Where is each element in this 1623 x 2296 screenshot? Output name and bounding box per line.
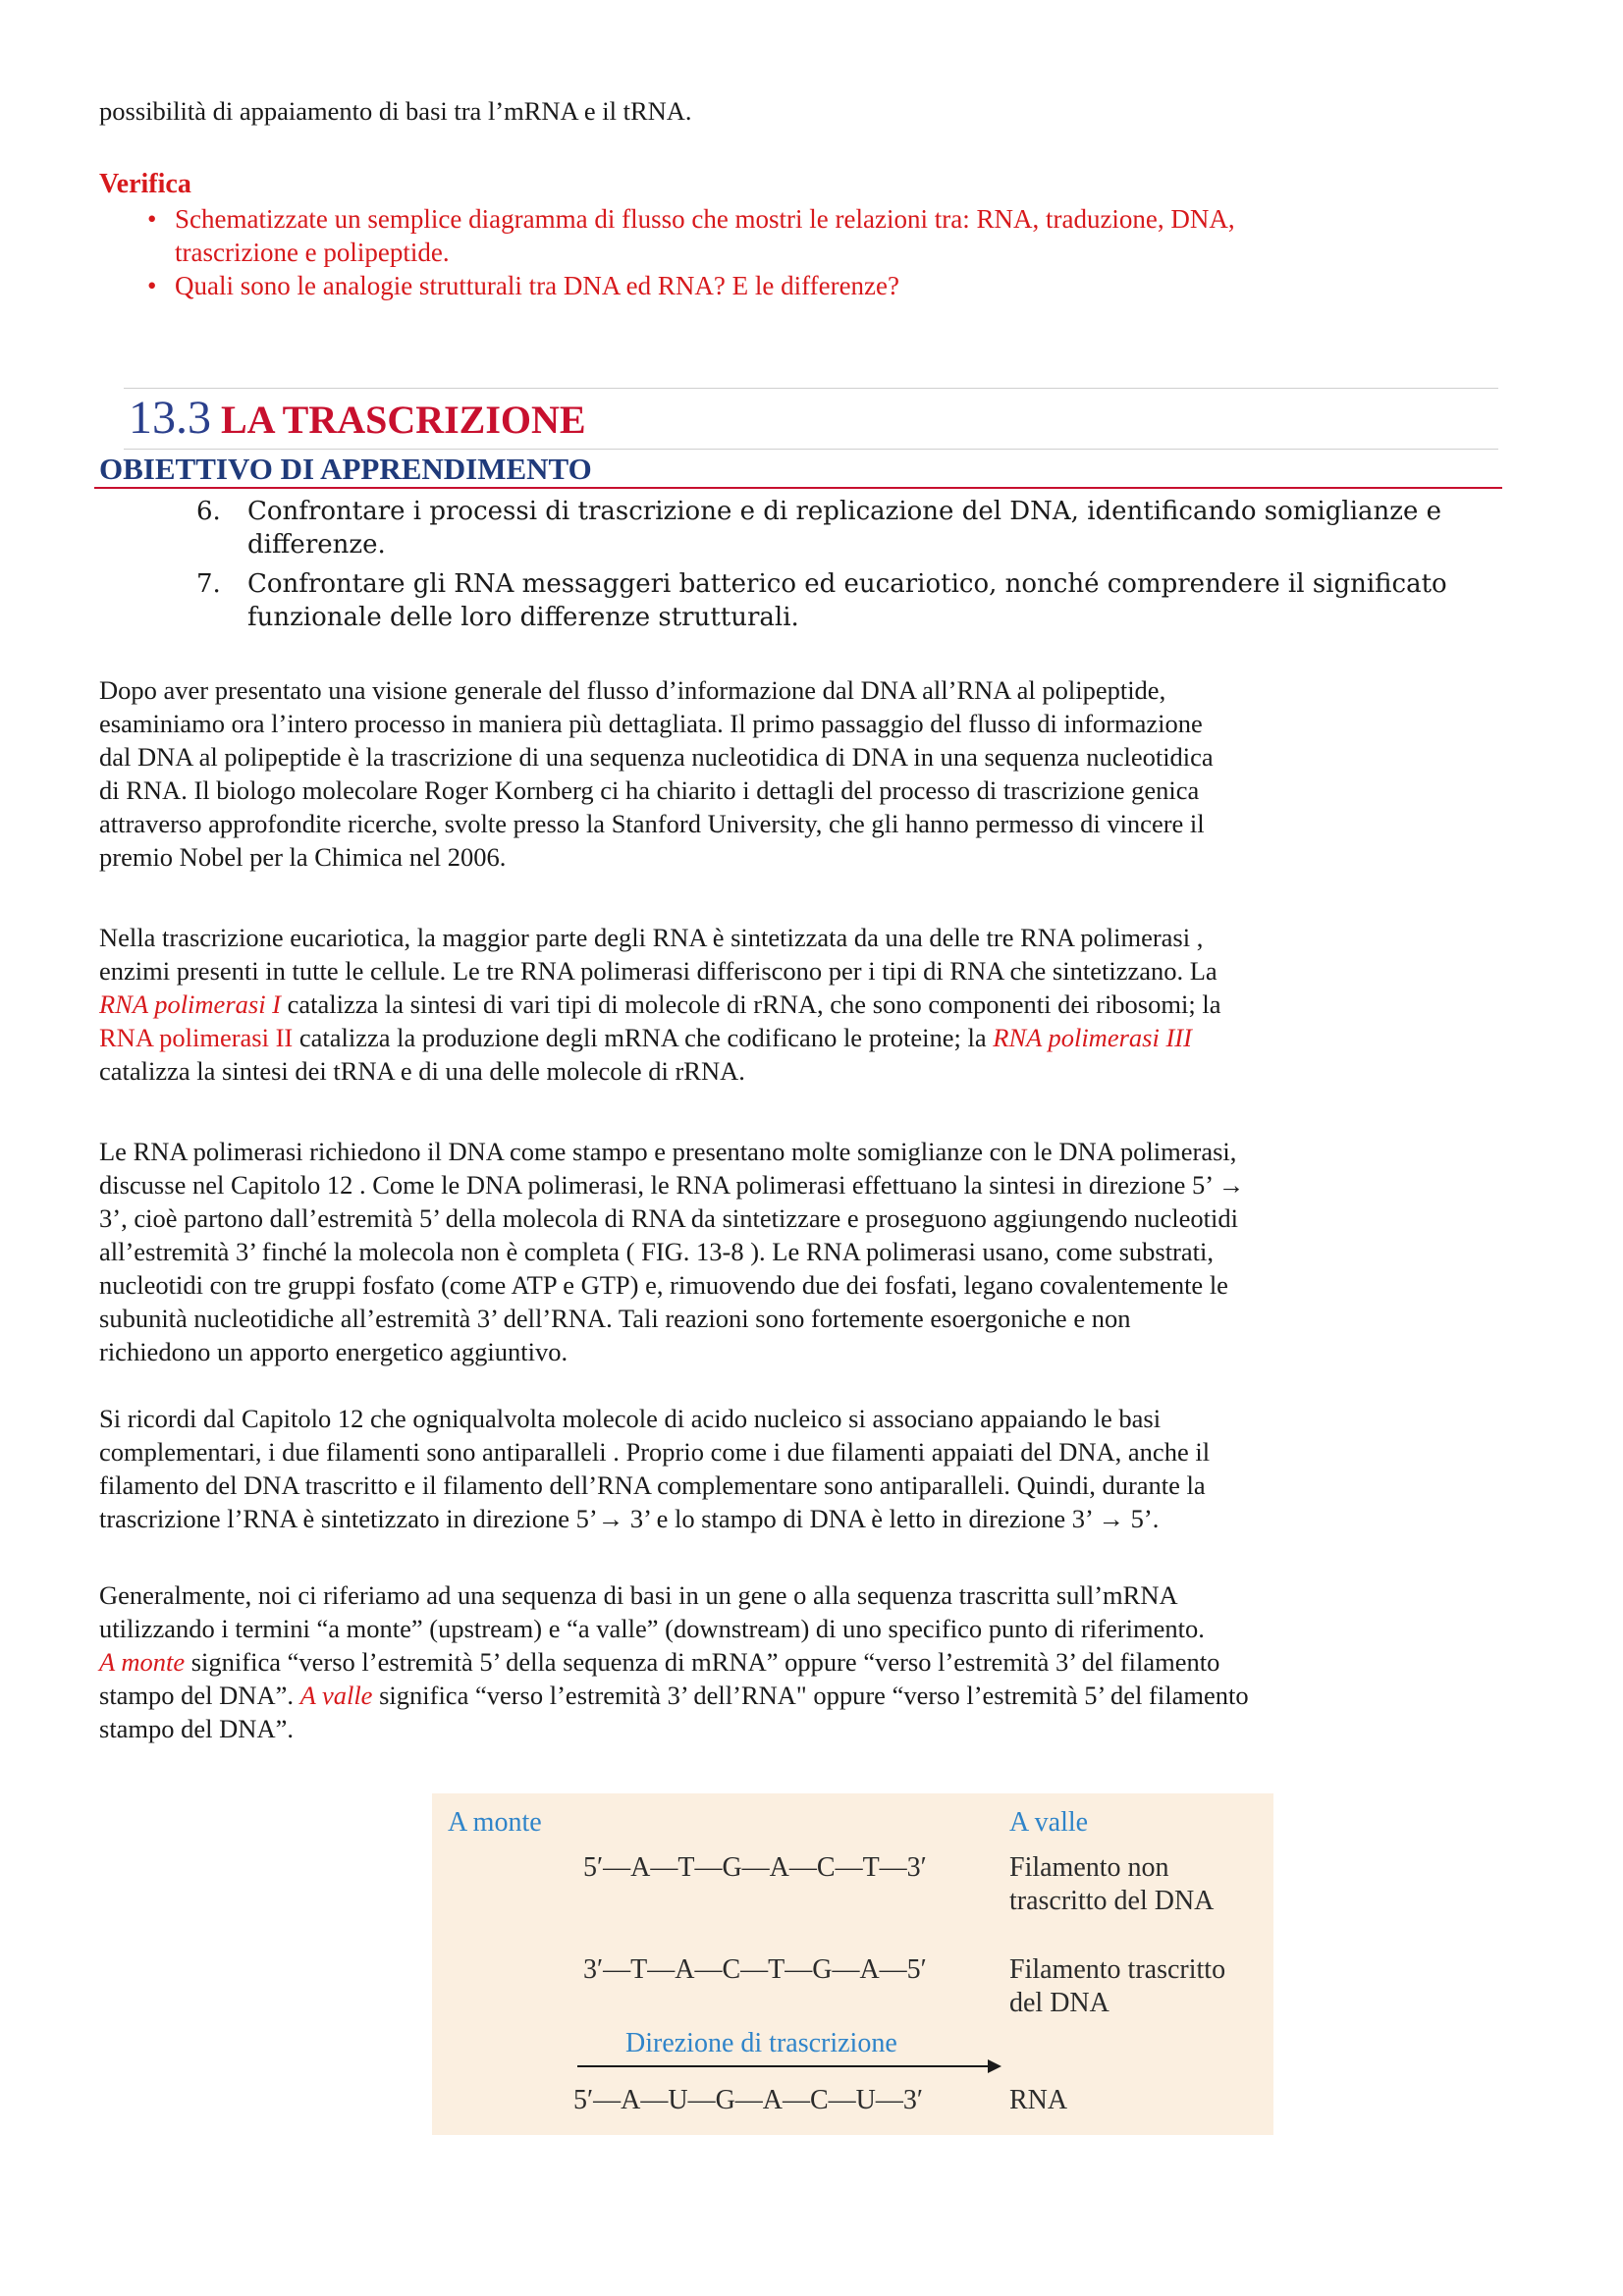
- paragraph-synthesis: [99, 1135, 1533, 1368]
- text-line: trascrizione l’RNA è sintetizzato in direzione 5’→ 3’ e lo stampo di DNA è letto in direzione 3’ → 5’.: [99, 1504, 1160, 1533]
- verifica-item: [145, 269, 1520, 302]
- text-line: attraverso approfondite ricerche, svolte presso la Stanford University, che gli hanno permesso di vincere il: [99, 809, 1205, 838]
- objectives-list: [196, 495, 1473, 640]
- transcription-direction-label: Direzione di trascrizione: [625, 2028, 897, 2058]
- objective-number: 7.: [196, 569, 221, 599]
- term-rna-polymerase-2: RNA polimerasi II: [99, 1023, 294, 1052]
- dna-template-label: Filamento trascritto: [1009, 1954, 1226, 1985]
- paragraph-polymerases: [99, 921, 1533, 1088]
- verifica-item-line: Quali sono le analogie strutturali tra DNA ed RNA? E le differenze?: [175, 271, 900, 300]
- dna-nontemplate-label: Filamento non: [1009, 1852, 1169, 1883]
- dna-template-sequence: 3′—T—A—C—T—G—A—5′: [583, 1954, 927, 1985]
- text-line: 3’, cioè partono dall’estremità 5’ della molecola di RNA da sintetizzare e proseguono aggiungendo nucleotidi: [99, 1203, 1238, 1233]
- verifica-item: [145, 202, 1520, 269]
- text-line: Si ricordi dal Capitolo 12 che ogniqualvolta molecole di acido nucleico si associano appaiando le basi: [99, 1404, 1162, 1433]
- arrowhead-icon: [988, 2059, 1001, 2073]
- text-line: complementari, i due filamenti sono antiparalleli . Proprio come i due filamenti appaiati del DNA, anche il: [99, 1437, 1211, 1467]
- text-line: richiedono un apporto energetico aggiuntivo.: [99, 1337, 568, 1366]
- term-rna-polymerase-1: RNA polimerasi I: [99, 989, 282, 1019]
- section-top-rule: [124, 388, 1498, 389]
- text-line: stampo del DNA”.: [99, 1714, 294, 1743]
- text-line: di RNA. Il biologo molecolare Roger Kornberg ci ha chiarito i dettagli del processo di trascrizione genica: [99, 775, 1200, 805]
- term-rna-polymerase-3: RNA polimerasi III: [993, 1023, 1192, 1052]
- text-line: catalizza la sintesi dei tRNA e di una delle molecole di rRNA.: [99, 1056, 745, 1086]
- verifica-item-line: Schematizzate un semplice diagramma di flusso che mostri le relazioni tra: RNA, traduzione, DNA,: [175, 204, 1235, 234]
- verifica-item-line: trascrizione e polipeptide.: [175, 238, 450, 267]
- text-line: Dopo aver presentato una visione generale del flusso d’informazione dal DNA all’RNA al polipeptide,: [99, 675, 1166, 705]
- text-line: significa “verso l’estremità 5’ della sequenza di mRNA” oppure “verso l’estremità 3’ del filamento: [185, 1647, 1220, 1677]
- dna-nontemplate-sequence: 5′—A—T—G—A—C—T—3′: [583, 1852, 927, 1883]
- text-line: enzimi presenti in tutte le cellule. Le tre RNA polimerasi differiscono per i tipi di RNA che sintetizzano. La: [99, 956, 1217, 986]
- objective-line: funzionale delle loro differenze strutturali.: [247, 603, 799, 632]
- text-line: Le RNA polimerasi richiedono il DNA come stampo e presentano molte somiglianze con le DNA polimerasi,: [99, 1137, 1237, 1166]
- text-line: discusse nel Capitolo 12 . Come le DNA polimerasi, le RNA polimerasi effettuano la sintesi in direzione 5’ →: [99, 1170, 1245, 1200]
- text-line: esaminiamo ora l’intero processo in maniera più dettagliata. Il primo passaggio del flusso di informazione: [99, 709, 1203, 738]
- objective-line: differenze.: [247, 530, 386, 560]
- verifica-list: [145, 202, 1520, 302]
- text-line: all’estremità 3’ finché la molecola non è completa ( FIG. 13-8 ). Le RNA polimerasi usano, come substrati,: [99, 1237, 1214, 1266]
- rna-label: RNA: [1009, 2085, 1068, 2115]
- term-downstream: A valle: [299, 1681, 373, 1710]
- text-line: nucleotidi con tre gruppi fosfato (come ATP e GTP) e, rimuovendo due dei fosfati, legano covalentemente le: [99, 1270, 1228, 1300]
- upstream-label: A monte: [448, 1807, 542, 1838]
- dna-nontemplate-label: trascritto del DNA: [1009, 1886, 1215, 1916]
- text-line: catalizza la sintesi di vari tipi di molecole di rRNA, che sono componenti dei ribosomi; la: [281, 989, 1221, 1019]
- term-upstream: A monte: [99, 1647, 186, 1677]
- text-line: dal DNA al polipeptide è la trascrizione di una sequenza nucleotidica di DNA in una sequenza nucleotidica: [99, 742, 1214, 772]
- text-line: Generalmente, noi ci riferiamo ad una sequenza di basi in un gene o alla sequenza trascritta sull’mRNA: [99, 1580, 1178, 1610]
- objective-item: [196, 567, 1473, 634]
- objective-line: Confrontare gli RNA messaggeri batterico ed eucariotico, nonché comprendere il significato: [247, 569, 1447, 599]
- text-line: catalizza la produzione degli mRNA che codificano le proteine; la: [293, 1023, 994, 1052]
- paragraph-overview: [99, 673, 1533, 874]
- section-heading: [129, 391, 586, 445]
- verifica-title: Verifica: [99, 169, 191, 199]
- paragraph-antiparallel: [99, 1402, 1533, 1535]
- objective-number: 6.: [196, 497, 221, 526]
- paragraph-upstream-downstream: [99, 1578, 1533, 1745]
- text-line: subunità nucleotidiche all’estremità 3’ dell’RNA. Tali reazioni sono fortemente esoergoniche e non: [99, 1304, 1131, 1333]
- text-line: filamento del DNA trascritto e il filamento dell’RNA complementare sono antiparalleli. Quindi, durante la: [99, 1470, 1206, 1500]
- text-line: utilizzando i termini “a monte” (upstream) e “a valle” (downstream) di uno specifico punto di riferimento.: [99, 1614, 1205, 1643]
- downstream-label: A valle: [1009, 1807, 1089, 1838]
- text-line: significa “verso l’estremità 3’ dell’RNA" oppure “verso l’estremità 5’ del filamento: [372, 1681, 1249, 1710]
- section-number: 13.3: [129, 392, 211, 444]
- text-line: stampo del DNA”.: [99, 1681, 300, 1710]
- section-bottom-rule: [124, 449, 1498, 450]
- objective-item: [196, 495, 1473, 561]
- rna-sequence: 5′—A—U—G—A—C—U—3′: [573, 2085, 924, 2115]
- dna-template-label: del DNA: [1009, 1988, 1109, 2018]
- section-title: LA TRASCRIZIONE: [221, 398, 586, 442]
- objectives-title: OBIETTIVO DI APPRENDIMENTO: [99, 452, 592, 486]
- transcription-direction-arrow: [577, 2065, 990, 2067]
- text-line: premio Nobel per la Chimica nel 2006.: [99, 842, 507, 872]
- intro-line: possibilità di appaiamento di basi tra l’mRNA e il tRNA.: [99, 96, 692, 126]
- objective-line: Confrontare i processi di trascrizione e di replicazione del DNA, identificando somiglianze e: [247, 497, 1441, 526]
- text-line: Nella trascrizione eucariotica, la maggior parte degli RNA è sintetizzata da una delle tre RNA polimerasi ,: [99, 923, 1204, 952]
- objectives-rule: [94, 487, 1502, 489]
